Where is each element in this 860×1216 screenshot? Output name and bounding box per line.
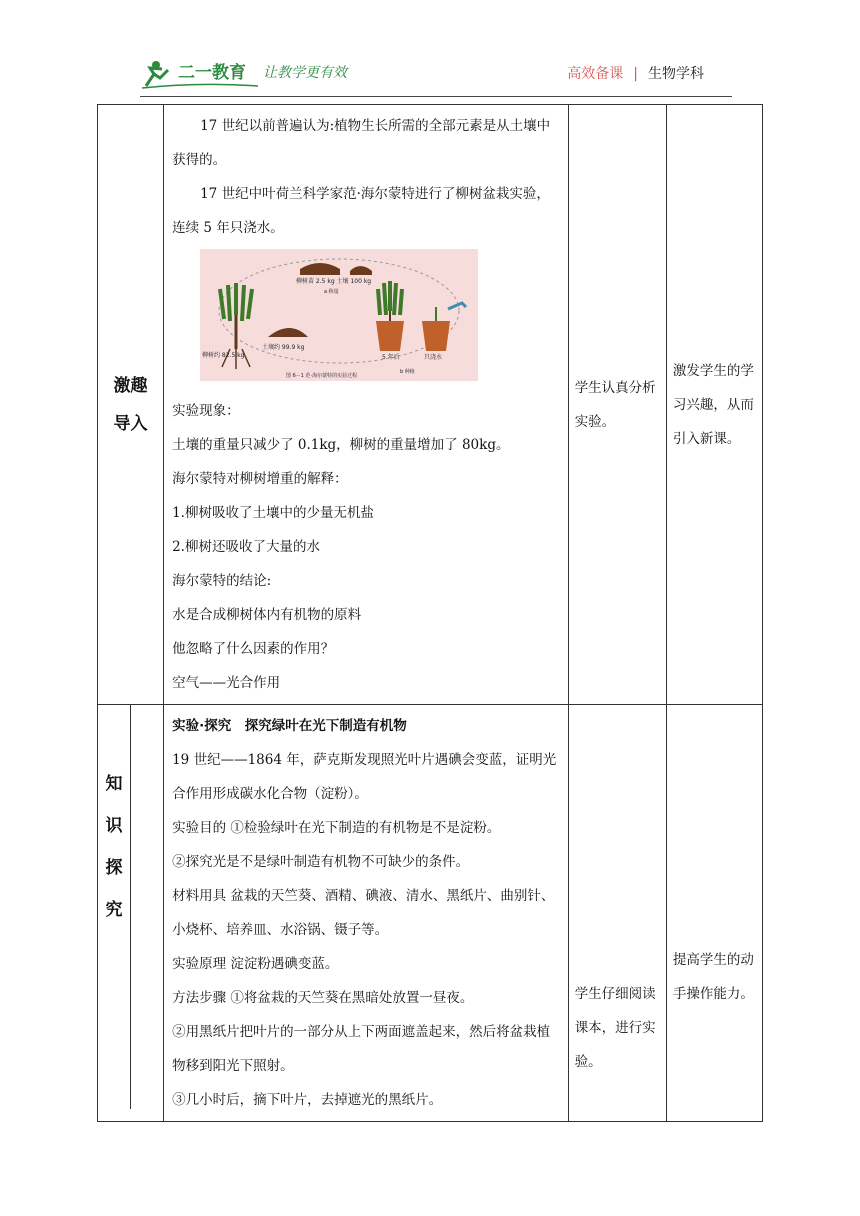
line: 空气——光合作用 [172,675,281,691]
content [164,105,568,704]
section-label-line: 激趣 [113,375,148,396]
section-title: 实验·探究 探究绿叶在光下制造有机物 [172,718,407,734]
line: 实验现象： [172,403,240,419]
student-activity: 学生认真分析实验。 [574,379,656,430]
line: 材料用具 盆栽的天竺葵、酒精、碘液、清水、黑纸片、曲别针、小烧杯、培养皿、水浴锅、镊子等。 [172,888,555,938]
section-label-spacer [131,705,163,1109]
section-label-line: 导入 [113,413,148,434]
content [164,705,568,1121]
design-purpose: 提高学生的动手操作能力。 [672,952,754,1002]
header-divider [140,96,732,97]
section-label-wrap [98,705,163,1109]
page-header [0,0,860,100]
section-label-char: 究 [105,900,123,920]
line: 海尔蒙特对柳树增重的解释： [172,471,348,487]
table-row [98,705,763,1122]
design-purpose-cell [666,705,762,1122]
student-activity-cell [568,705,666,1122]
line: 1.柳树吸收了土壤中的少量无机盐 [172,505,374,521]
content-cell [164,705,569,1122]
student-activity-cell [568,105,666,705]
line: ③几小时后，摘下叶片，去掉遮光的黑纸片。 [172,1092,443,1108]
section-label-column [98,705,131,1109]
line: 海尔蒙特的结论: [172,573,272,589]
lesson-table [97,104,763,1122]
line: ②探究光是不是绿叶制造有机物不可缺少的条件。 [172,854,470,870]
line: 2.柳树还吸收了大量的水 [172,539,320,555]
line: 土壤的重量只减少了 0.1kg，柳树的重量增加了 80kg。 [172,437,510,453]
figure-years: 5 年后 [382,354,400,361]
section-label-cell [98,705,164,1122]
section-label [98,367,163,443]
header-subject: 生物学科 [648,66,704,82]
willow-experiment-figure [200,249,478,381]
figure-water: 只浇水 [424,354,443,361]
section-label-cell [98,105,164,705]
line: 19 世纪——1864 年，萨克斯发现照光叶片遇碘会变蓝，证明光合作用形成碳水化合物（淀粉）。 [172,752,557,802]
line: 实验原理 淀淀粉遇碘变蓝。 [172,956,339,972]
line: 实验目的 ①检验绿叶在光下制造的有机物是不是淀粉。 [172,820,501,836]
line: 方法步骤 ①将盆栽的天竺葵在黑暗处放置一昼夜。 [172,990,474,1006]
design-purpose-cell [666,105,762,705]
figure-soil-end: 土壤约 99.9 kg [262,344,305,351]
line: 水是合成柳树体内有机物的原料 [172,607,362,623]
header-separator: | [633,66,638,82]
design-purpose: 激发学生的学习兴趣，从而引入新课。 [672,362,754,447]
slogan: 让教学更有效 [263,65,347,81]
section-label-char: 探 [105,858,123,878]
section-label-char: 知 [105,774,123,794]
paragraph: 17 世纪以前普遍认为:植物生长所需的全部元素是从土壤中获得的。 [172,118,551,168]
figure-caption: 图 6－1 范·海尔蒙特的实验过程 [286,373,358,379]
logo-icon [140,56,270,90]
figure-label-b: b 种植 [400,369,415,375]
line: 他忽略了什么因素的作用？ [172,641,335,657]
line: ②用黑纸片把叶片的一部分从上下两面遮盖起来，然后将盆栽植物移到阳光下照射。 [172,1024,551,1074]
header-right [567,63,704,83]
table-row [98,105,763,705]
section-label-char: 识 [105,816,123,836]
section-label [106,763,123,931]
figure-tree-end: 柳树约 82.5 kg [202,352,245,359]
paragraph: 17 世纪中叶荷兰科学家范·海尔蒙特进行了柳树盆栽实验，连续 5 年只浇水。 [172,186,550,236]
header-tag-prep: 高效备课 [567,66,624,82]
content-cell [164,105,569,705]
logo-text: 二一教育 [178,63,246,83]
figure-label-a: a 称量 [324,289,339,295]
student-activity: 学生仔细阅读课本，进行实验。 [574,986,656,1070]
figure-soil-start: 柳树苗 2.5 kg 土壤 100 kg [296,278,372,285]
